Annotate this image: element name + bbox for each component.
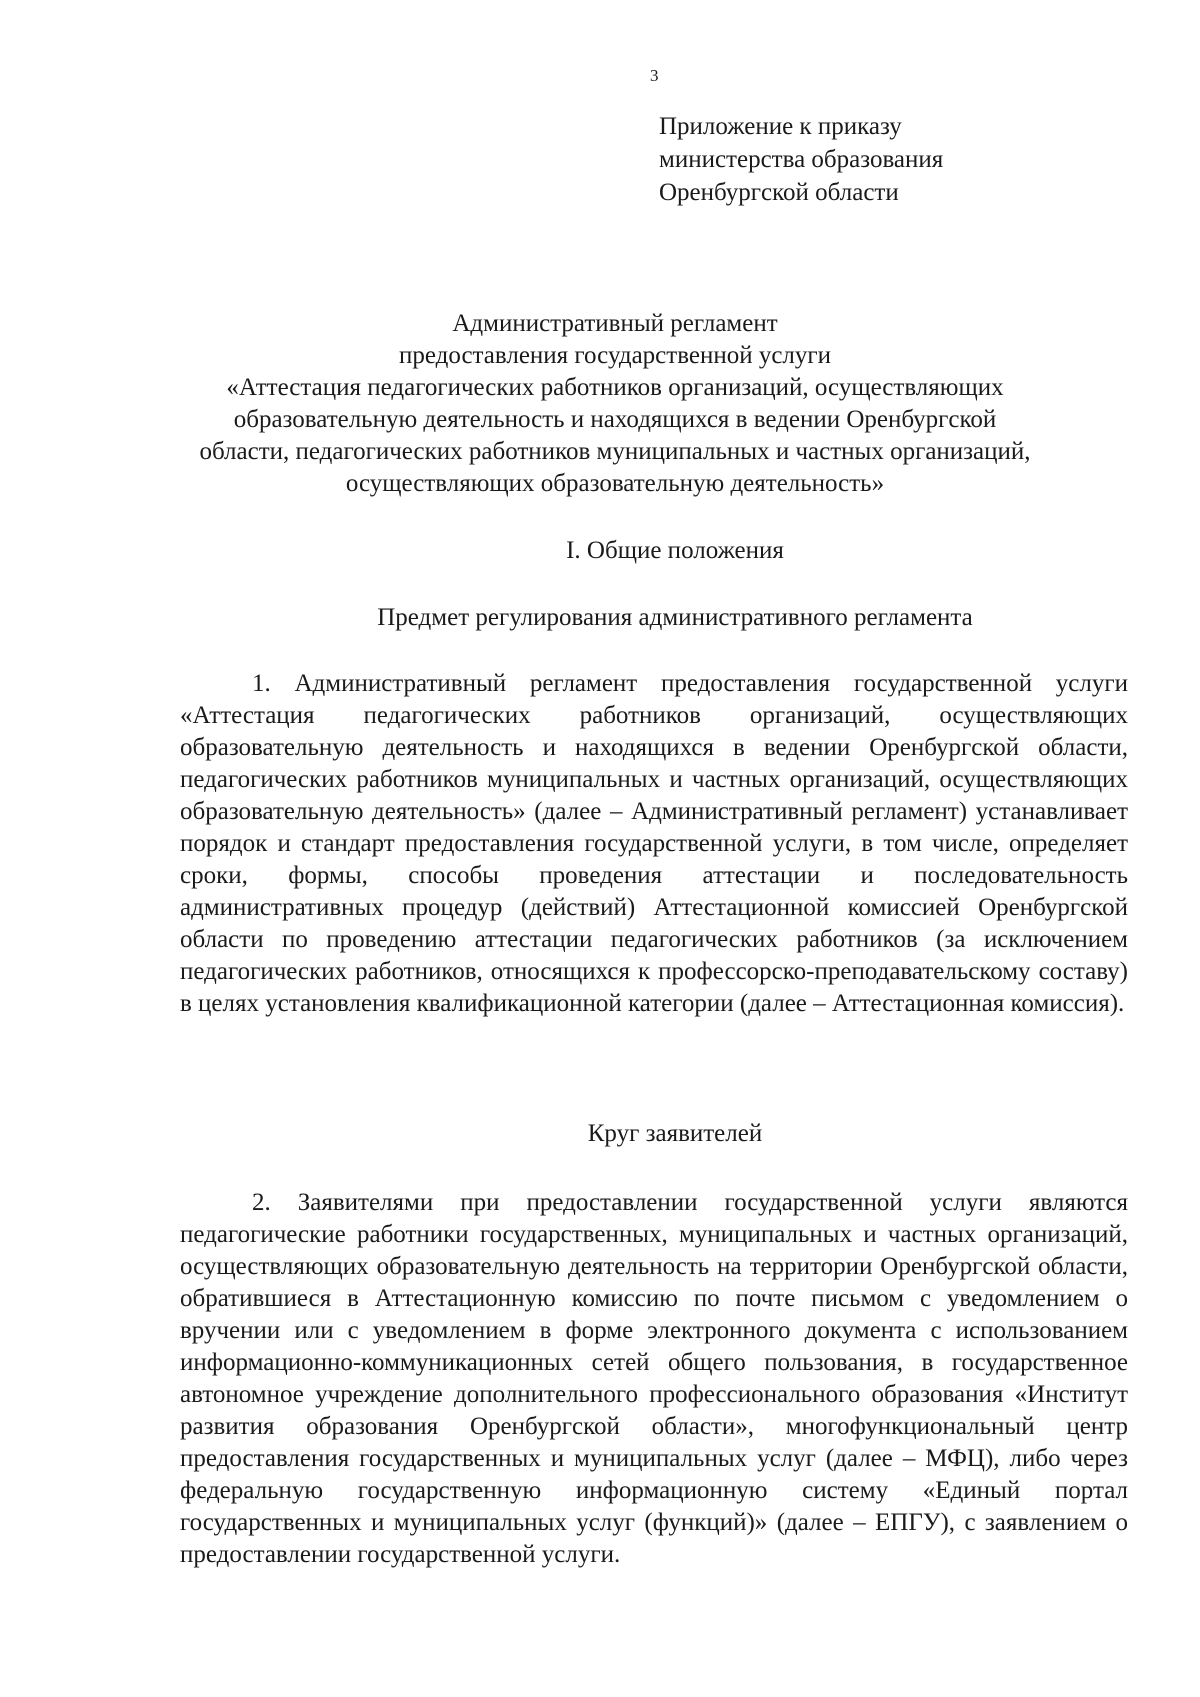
title-line: «Аттестация педагогических работников организаций, осуществляющих (226, 374, 1004, 401)
page-number: 3 (650, 66, 659, 85)
appendix-line: Приложение к приказу (659, 113, 902, 140)
section-heading: I. Общие положения (566, 537, 784, 564)
paragraph-2: 2. Заявителями при предоставлении государственной услуги являются педагогические работники государственных, муниципальных и частных организаций, осуществляющих образовательную деятельность на территории Оренбургской области, обратившиеся в Аттестационную комиссию по почте письмом с уведомлением о вручении или с уведомлением в форме электронного документа с использованием информационно-коммуникационных сетей общего пользования, в государственное автономное учреждение дополнительного профессионального образования «Институт развития образования Оренбургской области», многофункциональный центр предоставления государственных и муниципальных услуг (далее – МФЦ), либо через федеральную государственную информационную систему «Единый портал государственных и муниципальных услуг (функций)» (далее – ЕПГУ), с заявлением о предоставлении государственной услуги. (180, 1189, 1128, 1568)
title-line: образовательную деятельность и находящихся в ведении Оренбургской (233, 406, 997, 433)
subheading-regulation-subject: Предмет регулирования административного регламента (377, 604, 973, 631)
appendix-line: министерства образования (659, 146, 944, 173)
appendix-line: Оренбургской области (659, 179, 899, 206)
title-line: осуществляющих образовательную деятельность» (345, 470, 885, 497)
title-line: области, педагогических работников муниципальных и частных организаций, (199, 438, 1031, 465)
subheading-applicants: Круг заявителей (587, 1120, 763, 1147)
paragraph-1: 1. Административный регламент предоставления государственной услуги «Аттестация педагогических работников организаций, осуществляющих образовательную деятельность и находящихся в ведении Оренбургской области, педагогических работников муниципальных и частных организаций, осуществляющих образовательную деятельность» (далее – Административный регламент) устанавливает порядок и стандарт предоставления государственной услуги, в том числе, определяет сроки, формы, способы проведения аттестации и последовательность административных процедур (действий) Аттестационной комиссией Оренбургской области по проведению аттестации педагогических работников (за исключением педагогических работников, относящихся к профессорско-преподавательскому составу) в целях установления квалификационной категории (далее – Аттестационная комиссия). (180, 670, 1128, 1017)
title-line: предоставления государственной услуги (398, 342, 832, 369)
title-line: Административный регламент (452, 310, 778, 337)
document-title (175, 308, 1055, 500)
appendix-block (659, 110, 943, 209)
